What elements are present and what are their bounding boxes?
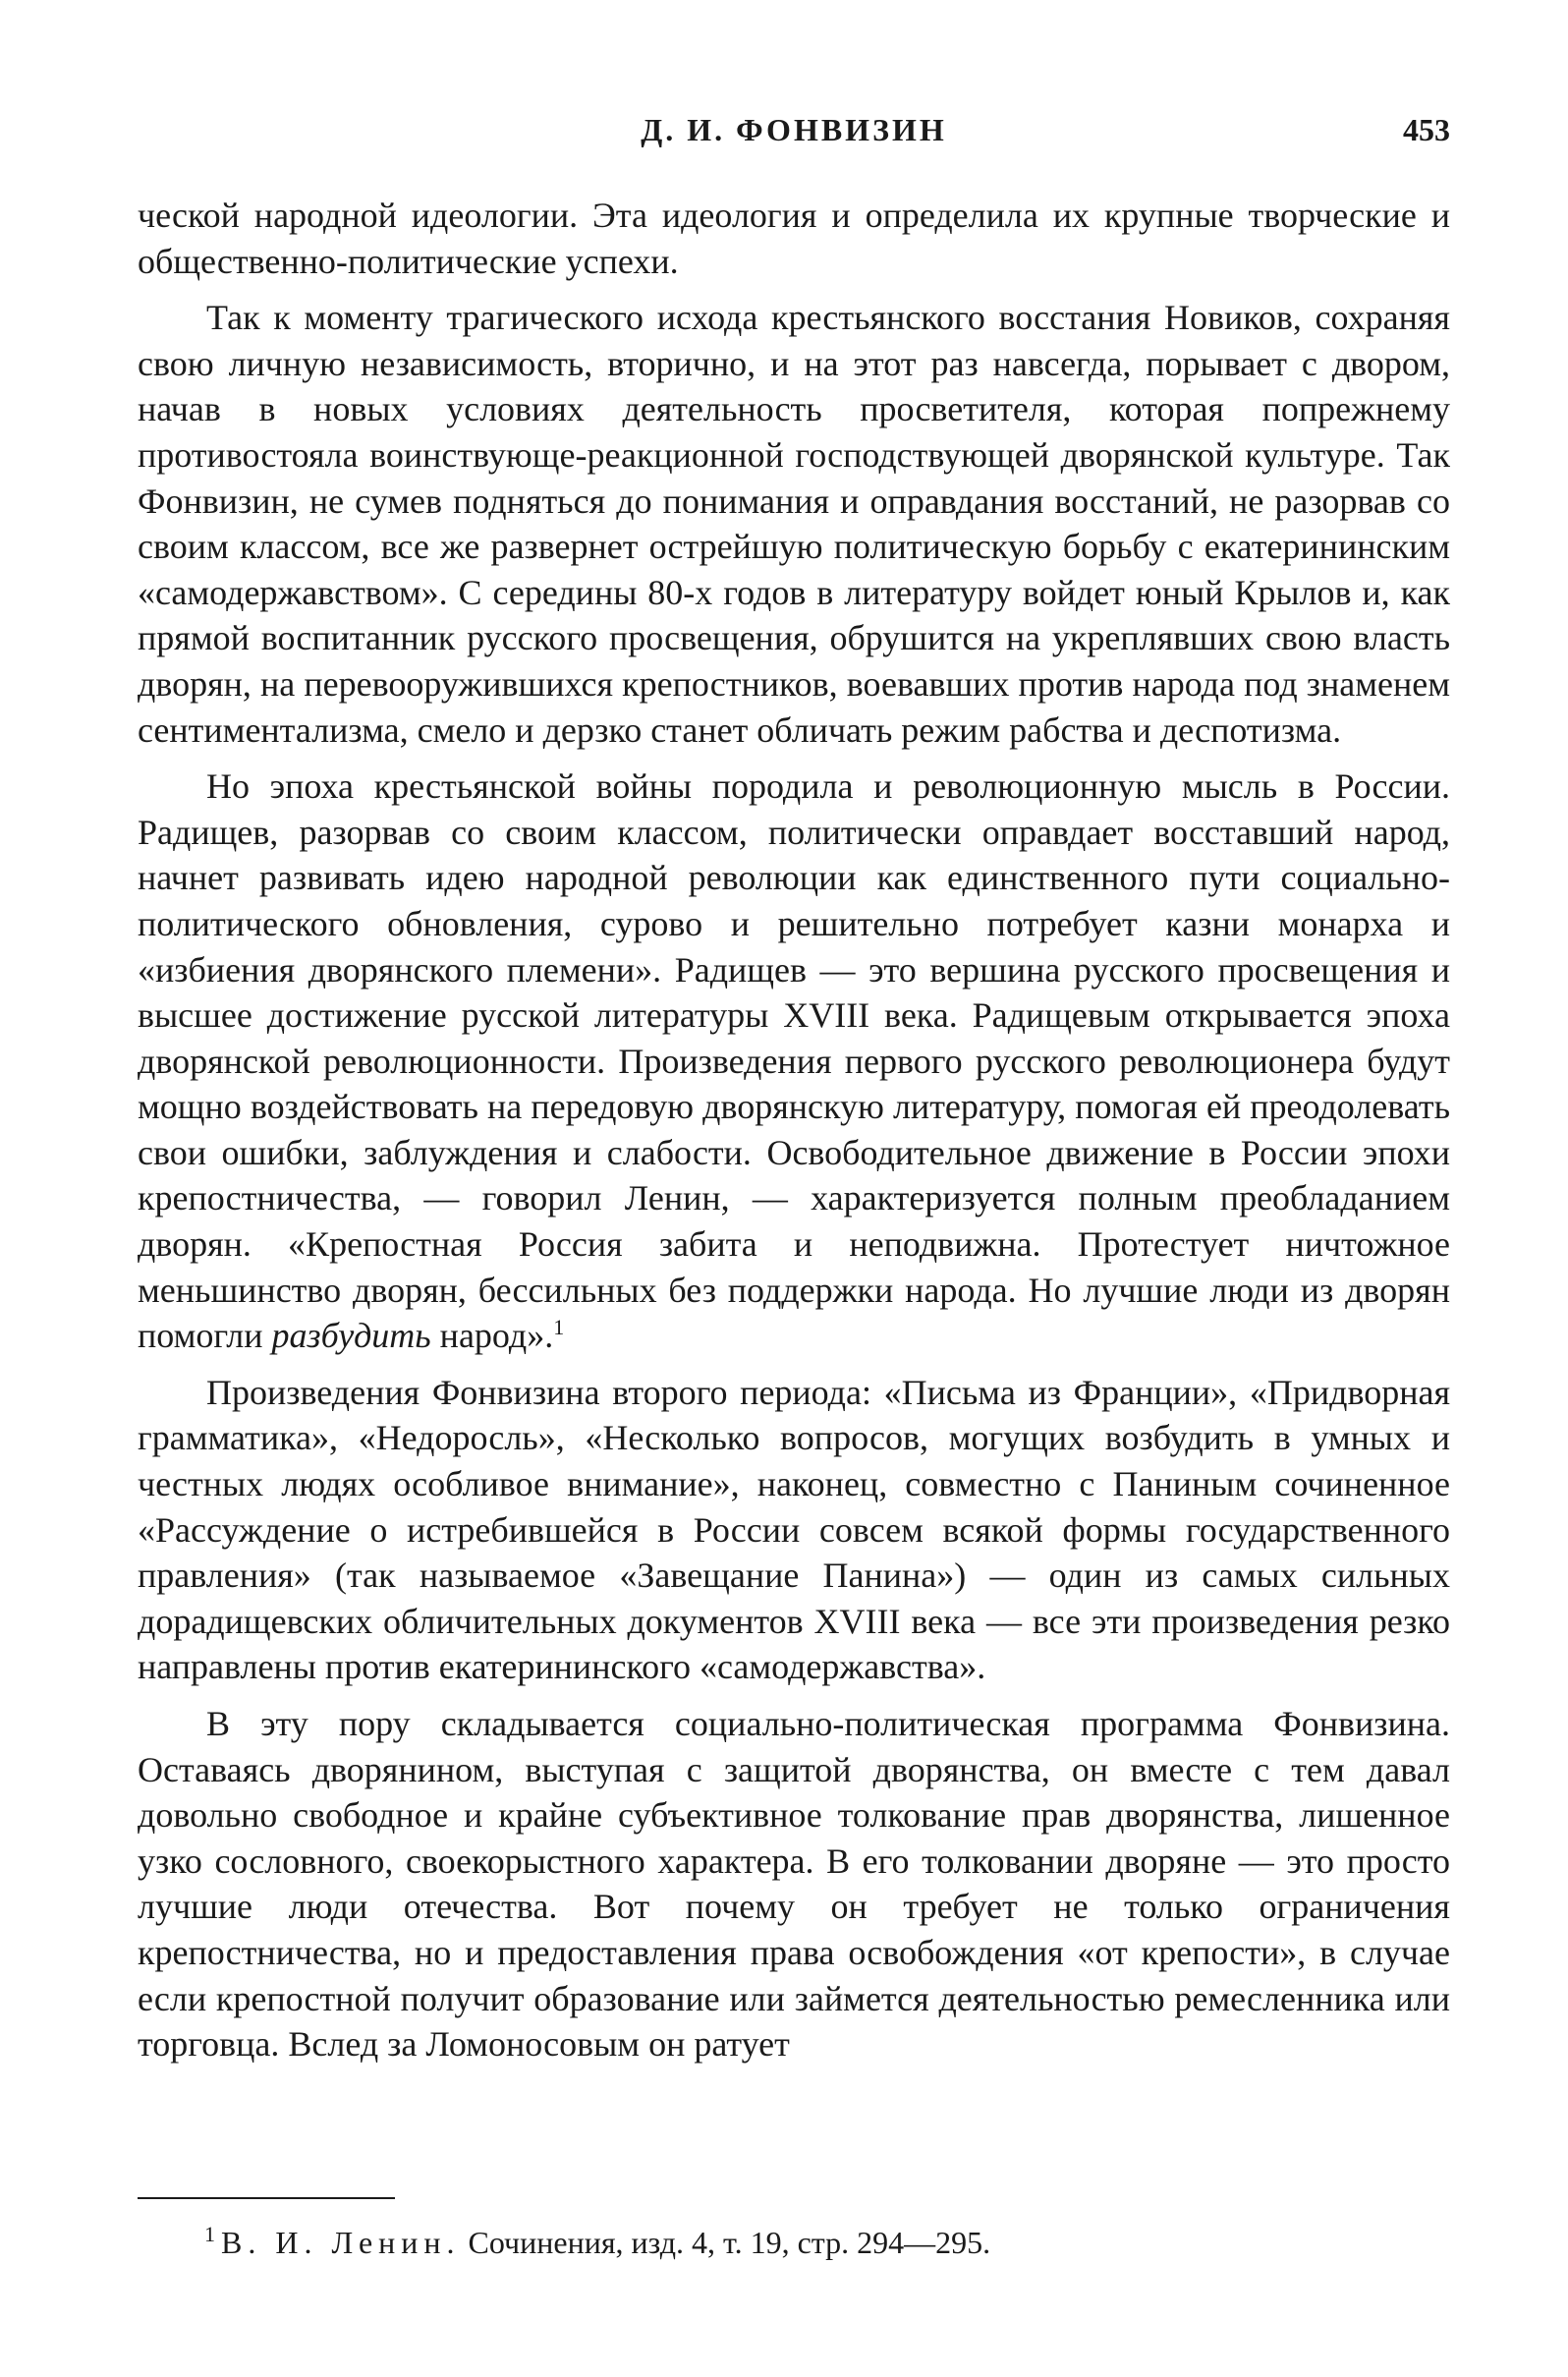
footnote-reference[interactable]: 1 <box>553 1315 565 1340</box>
paragraph-continuation: ческой народной идеологии. Эта идеология и определила их крупные творческие и общественно-политические успехи. <box>138 196 1450 281</box>
footnote-divider <box>138 2197 395 2199</box>
footnote-author: В. И. Ленин. <box>221 2225 461 2260</box>
page-number: 453 <box>1403 112 1450 147</box>
paragraph-novikov: Так к моменту трагического исхода крестьянского восстания Новиков, сохраняя свою личную независимость, вторично, и на этот раз навсегда, порывает с двором, начав в новых условиях деятельность просветителя, которая попрежнему противостояла воинствующе-реакционной господствующей дворянской культуре. Так Фонвизин, не сумев подняться до понимания и оправдания восстаний, не разорвав со своим классом, все же развернет острейшую политическую борьбу с екатерининским «самодержавством». С середины 80-х годов в литературу войдет юный Крылов и, как прямой воспитанник русского просвещения, обрушится на укреплявших свою власть дворян, на перевооружившихся крепостников, воевавших против народа под знаменем сентиментализма, смело и дерзко станет обличать режим рабства и деспотизма. <box>138 298 1450 750</box>
running-title: Д. И. ФОНВИЗИН <box>641 112 947 147</box>
paragraph-program: В эту пору складывается социально-политическая программа Фонвизина. Оставаясь дворянином, выступая с защитой дворянства, он вместе с тем давал довольно свободное и крайне субъективное толкование прав дворянства, лишенное узко сословного, своекорыстного характера. В его толковании дворяне — это просто лучшие люди отечества. Вот почему он требует не только ограничения крепостничества, но и предоставления права освобождения «от крепости», в случае если крепостной получит образование или займется деятельностью ремесленника или торговца. Вслед за Ломоносовым он ратует <box>138 1704 1450 2065</box>
paragraph-radishchev-text: Но эпоха крестьянской войны породила и революционную мысль в России. Радищев, разорвав со своим классом, политически оправдает восставший народ, начнет развивать идею народной революции как единственного пути социально-политического обновления, сурово и решительно потребует казни монарха и «избиения дворянского племени». Радищев — это вершина русского просвещения и высшее достижение русской литературы XVIII века. Радищевым открывается эпоха дворянской революционности. Произведения первого русского революционера будут мощно воздействовать на передовую дворянскую литературу, помогая ей преодолевать свои ошибки, заблуждения и слабости. Освободительное движение в России эпохи крепостничества, — говорил Ленин, — характеризуется полным преобладанием дворян. «Крепостная Россия забита и неподвижна. Протестует ничтожное меньшинство дворян, бессильных без поддержки народа. Но лучшие люди из дворян помогли <box>138 766 1450 1356</box>
page-header <box>138 104 1450 153</box>
paragraph-works: Произведения Фонвизина второго периода: «Письма из Франции», «Придворная грамматика», «Недоросль», «Несколько вопросов, могущих возбудить в умных и честных людях особливое внимание», наконец, совместно с Паниным сочиненное «Рассуждение о истребившейся в России совсем всякой формы государственного правления» (так называемое «Завещание Панина») — один из самых сильных дорадищевских обличительных документов XVIII века — все эти произведения резко направлены против екатерининского «самодержавства». <box>138 1372 1450 1687</box>
paragraph-radishchev <box>138 764 1450 1359</box>
footnote <box>204 2223 1450 2262</box>
footnote-citation: Сочинения, изд. 4, т. 19, стр. 294—295. <box>460 2225 991 2260</box>
body-text <box>138 193 1450 2067</box>
emphasized-word: разбудить <box>271 1316 431 1356</box>
footnote-number: 1 <box>204 2222 215 2247</box>
paragraph-radishchev-end: народ». <box>430 1316 554 1356</box>
